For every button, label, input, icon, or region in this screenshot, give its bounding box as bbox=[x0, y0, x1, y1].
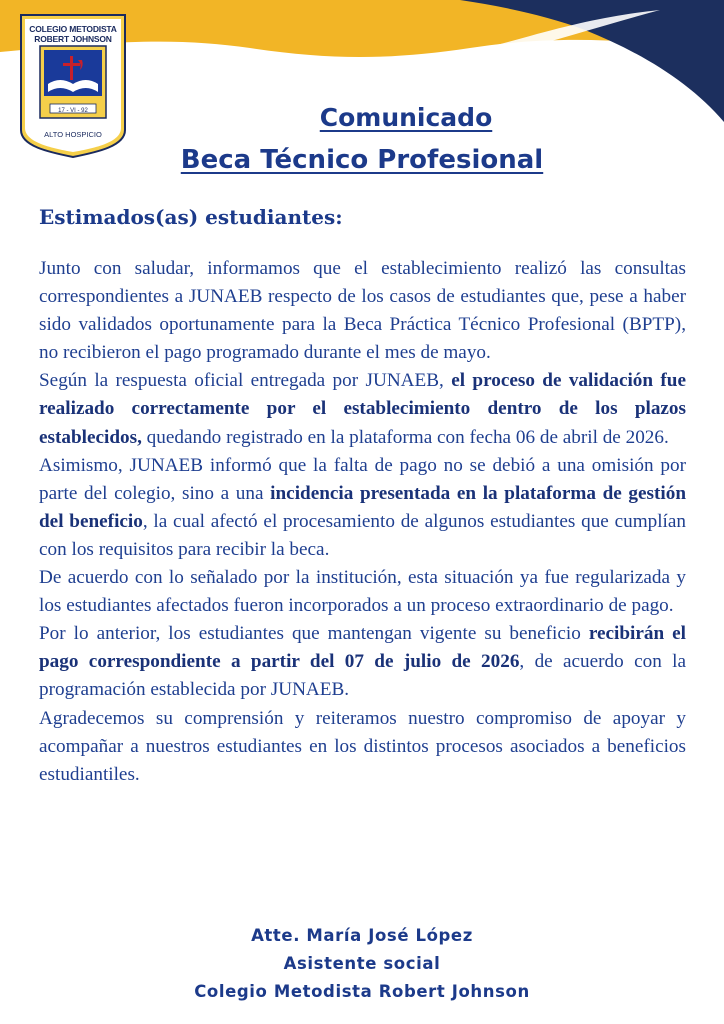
paragraph-4 bbox=[39, 564, 686, 620]
paragraph-text: Asimismo, JUNAEB informó que la falta de pago no se debió a una omisión por parte del colegio, sino a una bbox=[39, 454, 686, 504]
crest-school-name-line2: ROBERT JOHNSON bbox=[34, 34, 112, 44]
greeting: Estimados(as) estudiantes: bbox=[39, 205, 343, 229]
paragraph-5 bbox=[39, 620, 686, 704]
communique-body bbox=[39, 255, 686, 789]
paragraph-3 bbox=[39, 452, 686, 564]
paragraph-text: Por lo anterior, los estudiantes que mantengan vigente su beneficio bbox=[39, 623, 589, 645]
paragraph-bold-text: recibirán el pago correspondiente a partir del 07 de julio de 2026 bbox=[39, 623, 687, 673]
crest-date: 17 - VI - 92 bbox=[58, 108, 88, 114]
paragraph-bold-text: incidencia presentada en la plataforma de gestión del beneficio bbox=[39, 482, 686, 532]
paragraph-text: Junto con saludar, informamos que el establecimiento realizó las consultas correspondientes a JUNAEB respecto de los casos de estudiantes que, pese a haber sido validados oportunamente para la Beca Práctica Técnico Profesional (BPTP), no recibieron el pago programado durante el mes de mayo. bbox=[39, 258, 686, 364]
title-line-2: Beca Técnico Profesional bbox=[180, 145, 544, 175]
signature-name: Atte. María José López bbox=[251, 926, 473, 945]
paragraph-text: , de acuerdo con la programación establecida por JUNAEB. bbox=[39, 651, 686, 701]
signature-role: Asistente social bbox=[283, 954, 441, 973]
paragraph-text: De acuerdo con lo señalado por la institución, esta situación ya fue regularizada y los estudiantes afectados fueron incorporados a un proceso extraordinario de pago. bbox=[39, 567, 686, 617]
title-line-1: Comunicado bbox=[319, 103, 493, 132]
paragraph-2 bbox=[39, 367, 686, 451]
paragraph-text: Agradecemos su comprensión y reiteramos nuestro compromiso de apoyar y acompañar a nuestros estudiantes en los distintos procesos asociados a beneficios estudiantiles. bbox=[39, 707, 686, 785]
paragraph-text: Según la respuesta oficial entregada por JUNAEB, bbox=[39, 370, 452, 392]
signature-school: Colegio Metodista Robert Johnson bbox=[194, 982, 530, 1001]
crest-school-name-line1: COLEGIO METODISTA bbox=[29, 24, 117, 34]
paragraph-text: , la cual afectó el procesamiento de algunos estudiantes que cumplían con los requisitos para recibir la beca. bbox=[39, 510, 686, 560]
paragraph-1 bbox=[39, 255, 686, 367]
school-crest bbox=[18, 12, 128, 158]
paragraph-bold-text: el proceso de validación fue realizado correctamente por el establecimiento dentro de los plazos establecidos, bbox=[39, 370, 686, 448]
paragraph-6 bbox=[39, 705, 686, 789]
crest-place: ALTO HOSPICIO bbox=[44, 130, 102, 139]
paragraph-text: quedando registrado en la plataforma con fecha 06 de abril de 2026. bbox=[141, 426, 669, 448]
